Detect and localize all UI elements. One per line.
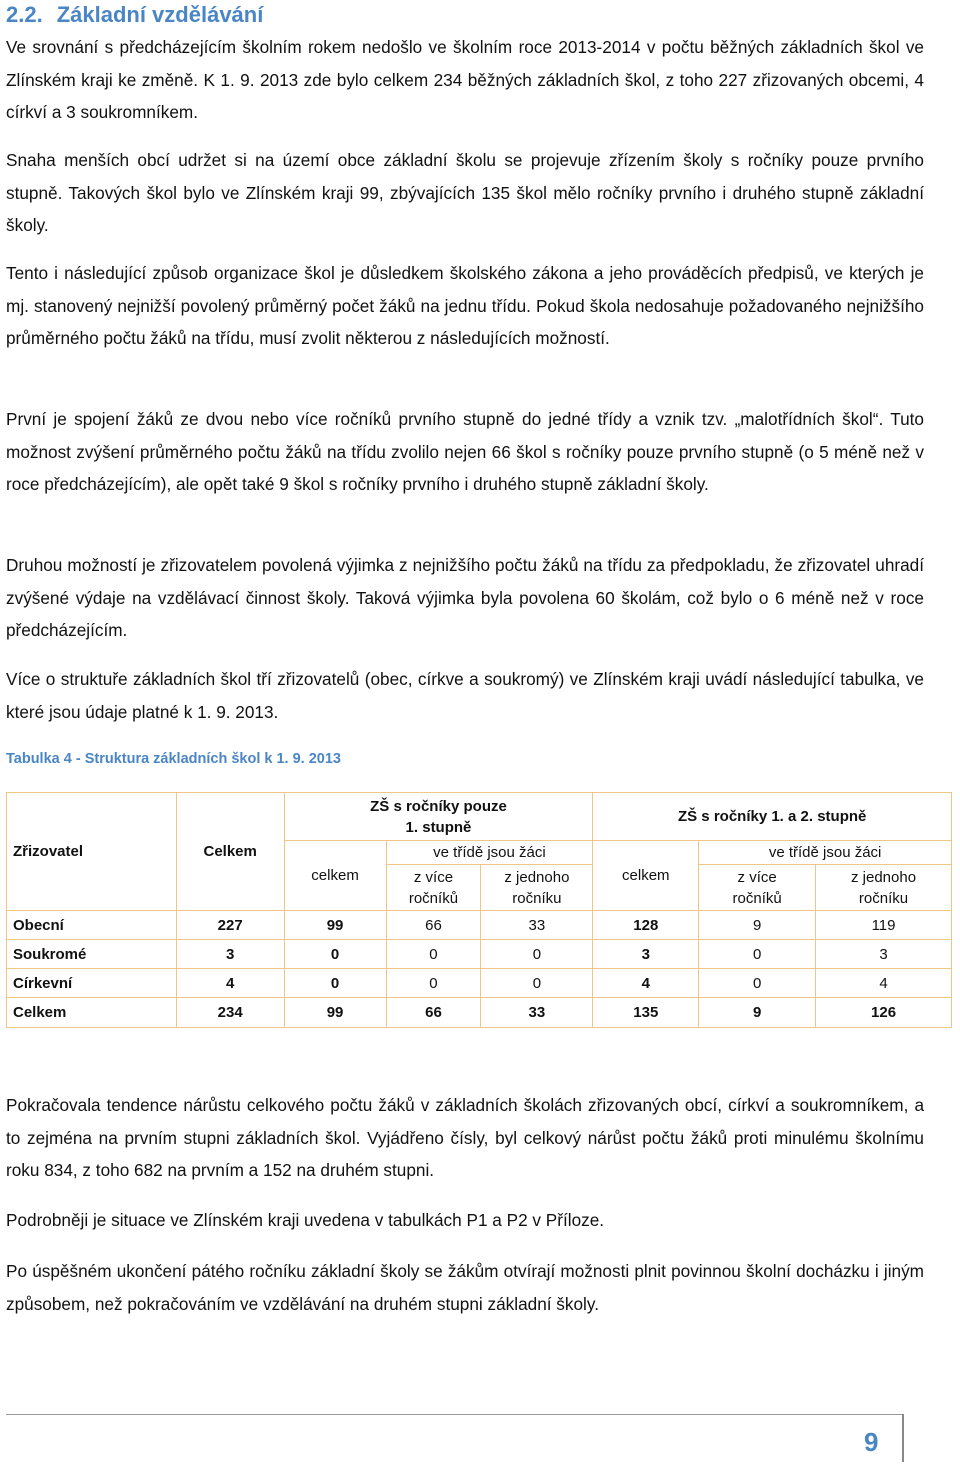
cell-g1-vice: 66 [386, 911, 481, 940]
row-label: Obecní [7, 911, 177, 940]
footer-divider [6, 1414, 902, 1415]
cell-g2-jednoho: 126 [816, 998, 952, 1028]
table-row-total [7, 998, 952, 1028]
cell-celkem: 4 [176, 969, 284, 998]
cell-g2-vice: 0 [699, 969, 816, 998]
table-row [7, 969, 952, 998]
row-label: Církevní [7, 969, 177, 998]
table-row [7, 940, 952, 969]
header-group-1 [284, 793, 593, 841]
section-number: 2.2. [6, 2, 43, 27]
paragraph-4: První je spojení žáků ze dvou nebo více ročníků prvního stupně do jedné třídy a vznik tzv. „malotřídních škol“. Tuto možnost zvýšení průměrného počtu žáků na třídu zvolilo nejen 66 škol s ročníky pouze prvního stupně (o 5 méně než v roce předcházejícím), ale opět také 9 škol s ročníky prvního i druhého stupně základní školy. [6, 409, 924, 494]
paragraph-2: Snaha menších obcí udržet si na území obce základní školu se projevuje zřízením školy s ročníky pouze prvního stupně. Takových škol bylo ve Zlínském kraji 99, zbývajících 135 škol mělo ročníky prvního i druhého stupně základní školy. [6, 150, 924, 235]
row-label: Soukromé [7, 940, 177, 969]
cell-g1-jednoho: 0 [481, 969, 593, 998]
header-g1-z-jednoho [481, 865, 593, 911]
cell-g2-vice: 0 [699, 940, 816, 969]
paragraph-5: Druhou možností je zřizovatelem povolená výjimka z nejnižšího počtu žáků na třídu za předpokladu, že zřizovatel uhradí zvýšené výdaje na vzdělávací činnost školy. Taková výjimka byla povolena 60 školám, což bylo o 6 méně než v roce předcházejícím. [6, 555, 924, 640]
header-g2-z-jednoho [816, 865, 952, 911]
header-g1-ve-tride: ve třídě jsou žáci [386, 841, 593, 865]
header-g1-celkem: celkem [284, 841, 386, 911]
cell-g1-celkem: 0 [284, 969, 386, 998]
header-g2-celkem: celkem [593, 841, 699, 911]
header-group-1-label: ZŠ s ročníky pouze 1. stupně [370, 797, 507, 836]
cell-g2-vice: 9 [699, 911, 816, 940]
cell-g2-celkem: 3 [593, 940, 699, 969]
cell-celkem: 3 [176, 940, 284, 969]
cell-celkem: 234 [176, 998, 284, 1028]
footer-vertical-divider [902, 1414, 904, 1462]
cell-g2-jednoho: 4 [816, 969, 952, 998]
cell-g1-jednoho: 33 [481, 911, 593, 940]
header-g1-z-vice-label: z více ročníků [408, 868, 459, 907]
paragraph-6: Více o struktuře základních škol tří zřizovatelů (obec, církve a soukromý) ve Zlínském kraji uvádí následující tabulka, ve které jsou údaje platné k 1. 9. 2013. [6, 669, 924, 722]
cell-g2-jednoho: 119 [816, 911, 952, 940]
cell-g2-celkem: 4 [593, 969, 699, 998]
header-g2-z-vice-label: z více ročníků [732, 868, 782, 907]
paragraph-7: Pokračovala tendence nárůstu celkového počtu žáků v základních školách zřizovaných obcí, církví a soukromníkem, a to zejména na prvním stupni základních škol. Vyjádřeno čísly, byl celkový nárůst počtu žáků proti minulému školnímu roku 834, z toho 682 na prvním a 152 na druhém stupni. [6, 1095, 924, 1180]
row-label: Celkem [7, 998, 177, 1028]
school-structure-table [6, 792, 952, 1028]
table-header-row [7, 793, 952, 841]
paragraph-9: Po úspěšném ukončení pátého ročníku základní školy se žákům otvírají možnosti plnit povinnou školní docházku i jiným způsobem, než pokračováním ve vzdělávání na druhém stupni základní školy. [6, 1261, 924, 1314]
header-g2-z-jednoho-label: z jednoho ročníku [851, 868, 917, 907]
header-celkem: Celkem [176, 793, 284, 911]
cell-g1-jednoho: 0 [481, 940, 593, 969]
paragraph-3: Tento i následující způsob organizace škol je důsledkem školského zákona a jeho prováděcích předpisů, ve kterých je mj. stanovený nejnižší povolený průměrný počet žáků na jednu třídu. Pokud škola nedosahuje požadovaného nejnižšího průměrného počtu žáků na třídu, musí zvolit některou z následujících možností. [6, 263, 924, 348]
paragraph-1: Ve srovnání s předcházejícím školním rokem nedošlo ve školním roce 2013-2014 v počtu běžných základních škol ve Zlínském kraji ke změně. K 1. 9. 2013 zde bylo celkem 234 běžných základních škol, z toho 227 zřizovaných obcemi, 4 církví a 3 soukromníkem. [6, 37, 924, 122]
cell-g2-jednoho: 3 [816, 940, 952, 969]
cell-g1-celkem: 99 [284, 998, 386, 1028]
table-row [7, 911, 952, 940]
table-caption: Tabulka 4 - Struktura základních škol k 1. 9. 2013 [6, 751, 341, 767]
cell-g2-celkem: 128 [593, 911, 699, 940]
header-g2-z-vice [699, 865, 816, 911]
cell-g2-celkem: 135 [593, 998, 699, 1028]
page-number: 9 [864, 1427, 879, 1457]
cell-g1-vice: 0 [386, 940, 481, 969]
cell-g1-celkem: 99 [284, 911, 386, 940]
header-group-2: ZŠ s ročníky 1. a 2. stupně [593, 793, 952, 841]
header-g1-z-jednoho-label: z jednoho ročníku [504, 868, 570, 907]
cell-g1-jednoho: 33 [481, 998, 593, 1028]
header-g2-ve-tride: ve třídě jsou žáci [699, 841, 952, 865]
cell-g1-vice: 66 [386, 998, 481, 1028]
cell-g1-celkem: 0 [284, 940, 386, 969]
paragraph-8: Podrobněji je situace ve Zlínském kraji uvedena v tabulkách P1 a P2 v Příloze. [6, 1210, 605, 1230]
header-zrizovatel: Zřizovatel [7, 793, 177, 911]
section-heading [6, 0, 263, 30]
cell-celkem: 227 [176, 911, 284, 940]
cell-g1-vice: 0 [386, 969, 481, 998]
cell-g2-vice: 9 [699, 998, 816, 1028]
section-title: Základní vzdělávání [56, 2, 264, 27]
header-g1-z-vice [386, 865, 481, 911]
